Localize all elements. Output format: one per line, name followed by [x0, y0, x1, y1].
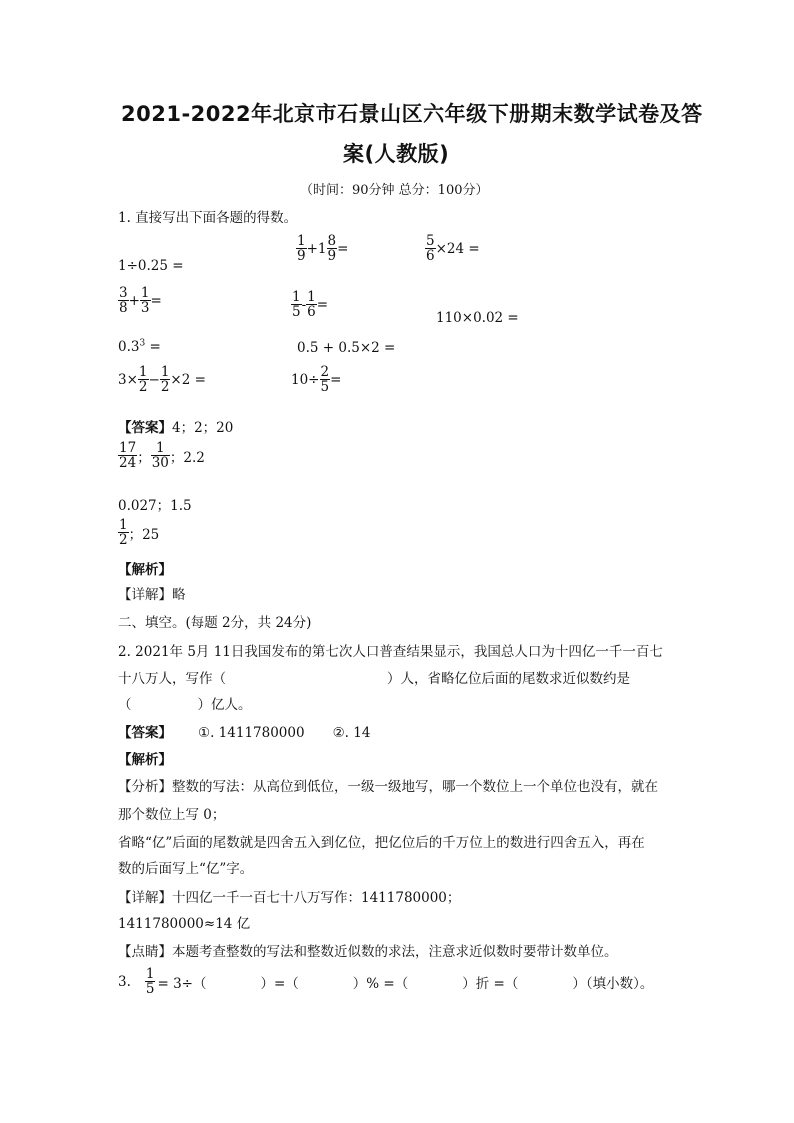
problem-2: $\frac{1}{9}$ +1 $\frac{8}{9}$ =: [297, 233, 349, 265]
fraction: $\frac{1}{6}$: [307, 289, 316, 321]
answer-row-1: 【答案】4；2；20: [118, 420, 234, 436]
answer-q2: 【答案】 ①. 1411780000 ②. 14: [118, 725, 371, 741]
question-3: 3. $\frac{1}{5}$ = 3÷（ ）=（ ）% =（ ）折 =（ ）（填小数）。: [118, 966, 654, 998]
problem-10: 10÷ $\frac{2}{5}$ =: [291, 364, 342, 396]
section-2-heading: 二、填空。(每题 2分，共 24分): [118, 615, 312, 631]
problem-9: 3× $\frac{1}{2}$ − $\frac{1}{2}$ ×2 =: [118, 364, 206, 396]
answer-row-3: 0.027；1.5: [118, 498, 192, 514]
fraction: $\frac{1}{2}$: [138, 364, 148, 396]
detail-q1: 【详解】略: [118, 587, 186, 603]
analysis-line-4: 数的后面写上“亿”字。: [118, 861, 254, 877]
question-2-line2: 十八万人，写作（ ）人，省略亿位后面的尾数求近似数约是: [118, 671, 630, 687]
analysis-line-1: 【分析】整数的写法：从高位到低位，一级一级地写，哪一个数位上一个单位也没有，就在: [118, 779, 658, 795]
fraction: $\frac{1}{3}$: [140, 285, 150, 317]
problem-4: $\frac{3}{8}$ + $\frac{1}{3}$ =: [119, 285, 162, 317]
detail-q2-line2: 1411780000≈14 亿: [118, 916, 251, 932]
fraction: $\frac{1}{9}$: [297, 233, 306, 265]
problem-3: $\frac{5}{6}$ ×24 =: [426, 233, 480, 265]
fraction: $\frac{1}{5}$: [145, 966, 155, 998]
fraction: $\frac{2}{5}$: [320, 364, 330, 396]
key-point-q2: 【点睛】本题考查整数的写法和整数近似数的求法，注意求近似数时要带计数单位。: [118, 944, 618, 960]
analysis-label-q2: 【解析】: [118, 752, 172, 768]
fraction: $\frac{17}{24}$: [119, 440, 137, 472]
problem-5: $\frac{1}{5}$ - $\frac{1}{6}$ =: [292, 289, 329, 321]
fraction: $\frac{1}{2}$: [119, 517, 128, 549]
analysis-line-2: 那个数位上写 0；: [118, 807, 226, 823]
answer-row-2: $\frac{17}{24}$ ； $\frac{1}{30}$ ；2.2: [119, 440, 205, 472]
problem-8: 0.5 + 0.5×2 =: [297, 340, 396, 356]
fraction: $\frac{1}{30}$: [151, 440, 169, 472]
detail-q2-line1: 【详解】十四亿一千一百七十八万写作：1411780000；: [118, 890, 461, 906]
page-title-line2: 案(人教版): [343, 142, 450, 166]
question-2-line1: 2. 2021年 5月 11日我国发布的第七次人口普查结果显示，我国总人口为十四亿一千一百七: [118, 644, 663, 660]
exam-info: （时间：90分钟 总分：100分）: [300, 183, 489, 198]
problem-7: $0.3^3$ =: [118, 338, 161, 355]
problem-1: 1÷0.25 =: [118, 258, 184, 274]
fraction: $\frac{1}{2}$: [160, 364, 170, 396]
fraction: $\frac{5}{6}$: [426, 233, 435, 265]
page-title-line1: 2021-2022年北京市石景山区六年级下册期末数学试卷及答: [121, 102, 703, 126]
fraction: $\frac{1}{5}$: [292, 289, 301, 321]
problem-6: 110×0.02 =: [436, 310, 519, 326]
question-1-stem: 1. 直接写出下面各题的得数。: [118, 210, 298, 226]
question-2-line3: （ ）亿人。: [118, 697, 252, 713]
analysis-label: 【解析】: [118, 562, 172, 578]
fraction: $\frac{3}{8}$: [119, 285, 128, 317]
analysis-line-3: 省略“亿”后面的尾数就是四舍五入到亿位，把亿位后的千万位上的数进行四舍五入，再在: [118, 835, 645, 851]
answer-row-4: $\frac{1}{2}$ ；25: [119, 517, 160, 549]
fraction: $\frac{8}{9}$: [327, 233, 337, 265]
